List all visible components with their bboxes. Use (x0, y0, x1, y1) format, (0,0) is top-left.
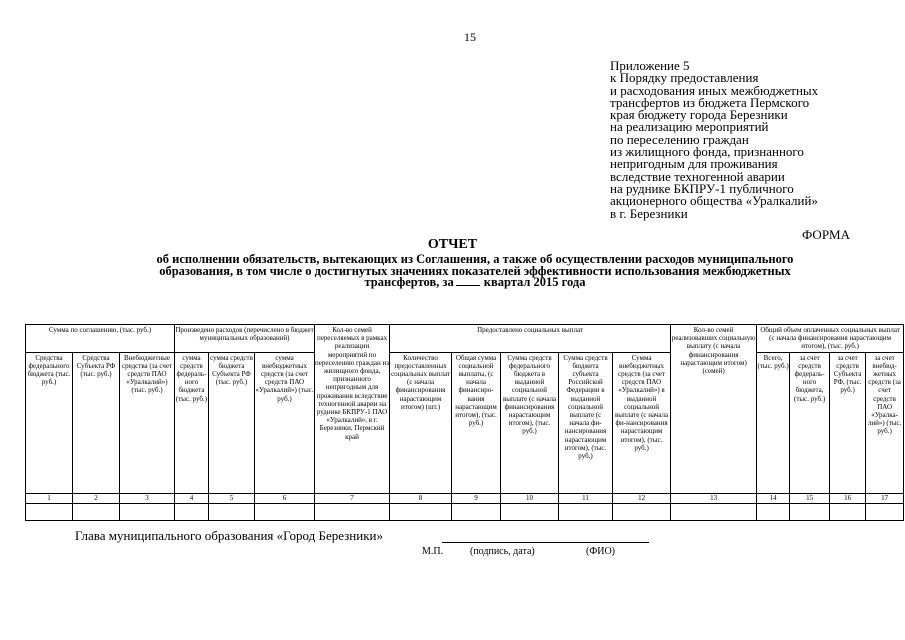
column-number: 14 (757, 493, 790, 503)
column-number: 4 (175, 493, 209, 503)
empty-cell (209, 503, 255, 520)
header-families-realized: Кол-во семей реализовавших социальную выплату (с начала финансирования нарастающим итогом) (семей) (671, 325, 757, 494)
column-number: 17 (866, 493, 904, 503)
empty-cell (26, 503, 73, 520)
column-number: 8 (390, 493, 452, 503)
empty-cell (390, 503, 452, 520)
subtitle-quarter: квартал 2015 года (483, 275, 586, 289)
subheader-cell: Общая сумма социальной выплаты, (с начала финансиро-вания нарастающим итогом), (тыс. руб.) (452, 352, 501, 493)
quarter-blank (456, 285, 480, 286)
empty-cell (866, 503, 904, 520)
empty-cell (73, 503, 120, 520)
subheader-cell: за счет средств федераль-ного бюджета, (тыс. руб.) (790, 352, 830, 493)
column-number: 1 (26, 493, 73, 503)
column-number: 11 (559, 493, 613, 503)
subheader-cell: Внебюджетные средства (за счет средств ПАО «Уралкалий») (тыс. руб.) (120, 352, 175, 493)
subheader-cell: Всего, (тыс. руб.) (757, 352, 790, 493)
empty-cell (452, 503, 501, 520)
empty-cell (120, 503, 175, 520)
column-number: 6 (255, 493, 315, 503)
column-number: 5 (209, 493, 255, 503)
empty-cell (613, 503, 671, 520)
fio-label: (ФИО) (586, 546, 616, 557)
empty-cell (175, 503, 209, 520)
stamp-label: М.П. (422, 546, 444, 557)
subheader-cell: Сумма средств бюджета субъекта Российской Федерации в выданной социальной выплате (с начала фи-нансирования нарастающим итогом), (тыс. руб.) (559, 352, 613, 493)
signature-head-label: Глава муниципального образования «Город Березники» (75, 528, 383, 543)
empty-cell (830, 503, 866, 520)
column-number: 10 (501, 493, 559, 503)
subheader-cell: сумма средств федераль-ного бюджета (тыс. руб.) (175, 352, 209, 493)
empty-cell (671, 503, 757, 520)
header-families-relocated: Кол-во семей переселяемых в рамках реализации мероприятий по переселению граждан из жилищного фонда, признанного непригодным для проживания вследствие техногенной аварии на руднике БКПРУ-1 ПАО «Уралкалий», в г. Березники, Пермский край (315, 325, 390, 494)
column-number: 16 (830, 493, 866, 503)
report-title: ОТЧЕТ (427, 237, 478, 252)
empty-cell (790, 503, 830, 520)
empty-cell (757, 503, 790, 520)
subheader-cell: Средства федерального бюджета (тыс. руб.) (26, 352, 73, 493)
subheader-cell: Сумма средств федерального бюджета в выданной социальной выплате (с начала финансирования нарастающим итогом), (тыс. руб.) (501, 352, 559, 493)
signature-date-label: (подпись, дата) (470, 546, 535, 557)
column-number: 13 (671, 493, 757, 503)
subheader-cell: Сумма внебюджетных средств (за счет средств ПАО «Уралкалий») в выданной социальной выплате (с начала фи-нансирования нарастающим итогом), (тыс. руб.) (613, 352, 671, 493)
header-spent: Произведено расходов (перечислено в бюджет муниципальных образований) (175, 325, 315, 353)
column-number: 9 (452, 493, 501, 503)
subheader-cell: Количество предоставленных социальных выплат (с начала финансирования нарастающим итогом) (шт.) (390, 352, 452, 493)
appendix-block: Приложение 5 к Порядку предоставления и расходования иных межбюджетных трансфертов из бюджета Пермского края бюджету города Березники на реализацию мероприятий по переселению граждан из жилищного фонда, признанного непригодным для проживания вследствие техногенной аварии на руднике БКПРУ-1 публичного акционерного общества «Уралкалий» в г. Березники (610, 58, 819, 221)
subheader-cell: за счет средств Субъекта РФ, (тыс. руб.) (830, 352, 866, 493)
empty-cell (501, 503, 559, 520)
report-table (25, 324, 904, 521)
subheader-cell: сумма средств бюджета Субъекта РФ (тыс. руб.) (209, 352, 255, 493)
column-number: 3 (120, 493, 175, 503)
column-number: 7 (315, 493, 390, 503)
empty-cell (315, 503, 390, 520)
header-total-paid: Общий объем оплаченных социальных выплат (с начала финансирования нарастающим итогом), (тыс. руб.) (757, 325, 904, 353)
column-number: 2 (73, 493, 120, 503)
subtitle-text: об исполнении обязательств, вытекающих из Соглашения, а также об осуществлении расходов муниципального образования, в том числе о достигнутых значениях показателей эффективности использования межбюджетных трансфертов, за (156, 252, 794, 289)
column-number: 15 (790, 493, 830, 503)
subheader-cell: Средства Субъекта РФ (тыс. руб.) (73, 352, 120, 493)
header-agreement: Сумма по соглашению, (тыс. руб.) (26, 325, 175, 353)
subheader-cell: сумма внебюджетных средств (за счет средств ПАО «Уралкалий») (тыс. руб.) (255, 352, 315, 493)
subheader-cell: за счет внебюд-жетных средств (за счет средств ПАО «Уралка-лий») (тыс. руб.) (866, 352, 904, 493)
empty-cell (559, 503, 613, 520)
empty-cell (255, 503, 315, 520)
header-payments-provided: Предоставлено социальных выплат (390, 325, 671, 353)
form-label: ФОРМА (802, 227, 850, 242)
page-number: 15 (464, 30, 476, 44)
column-number: 12 (613, 493, 671, 503)
signature-underline (442, 542, 649, 543)
report-subtitle (130, 254, 820, 289)
